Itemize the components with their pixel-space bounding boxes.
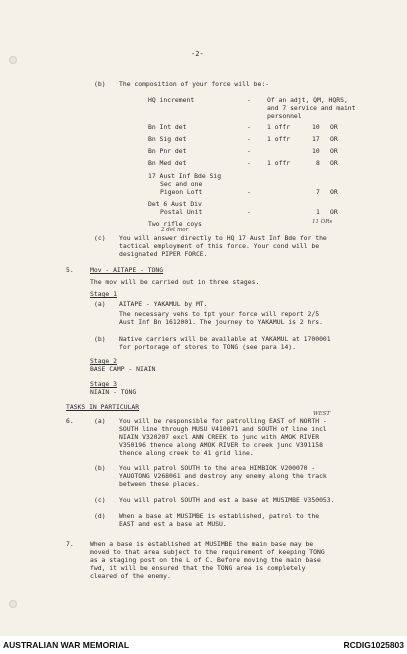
para-7-line: moved to that area subject to the requirement of keeping TONG <box>90 548 325 556</box>
para-c-line: tactical employment of this force. Your cond will be <box>119 242 320 250</box>
unit-dash: - <box>247 208 251 216</box>
para-7-line: fwd, it will be ensured that the TONG area is completely <box>90 564 306 572</box>
unit-name: Bn Med det <box>148 159 187 167</box>
unit-name: Bn Int det <box>148 123 187 131</box>
para-6d-line: EAST and est a base at MUSU. <box>119 520 227 528</box>
archive-footer <box>0 636 407 654</box>
unit-dash: - <box>247 147 251 155</box>
handwritten-note: 11 ORs <box>312 219 333 225</box>
unit-name: HQ increment <box>148 96 195 104</box>
unit-offr: 1 offr <box>267 123 291 131</box>
para-5a-line: The necessary vehs to tpt your force will report 2/5 <box>119 310 320 318</box>
page-number: -2- <box>191 50 204 58</box>
handwritten-note: 2 det mor <box>161 227 189 233</box>
unit-name-cont: Postal Unit <box>160 208 203 216</box>
para-6a-line: You will be responsible for patrolling EAST of NORTH - <box>119 417 327 425</box>
para-5a-label: (a) <box>94 300 106 308</box>
para-7-line: as a staging post on the L of C. Before moving the main base <box>90 556 321 564</box>
para-6-number: 6. <box>66 417 74 425</box>
unit-strength: Of an adjt, QM, HQRS, <box>267 96 348 104</box>
unit-or: OR <box>330 159 338 167</box>
archive-name: AUSTRALIAN WAR MEMORIAL <box>3 640 130 650</box>
para-b-text: The composition of your force will be:- <box>119 80 270 88</box>
stage-2-text: BASE CAMP - NIAIN <box>90 365 156 373</box>
para-6d-label: (d) <box>94 512 106 520</box>
para-6a-line: V350196 thence along AMOK RIVER to creek junc V391158 <box>119 441 323 449</box>
unit-name: 17 Aust Inf Bde Sig <box>148 172 222 180</box>
unit-name-cont: Sec and one <box>160 180 203 188</box>
para-5-heading: Mov - AITAPE - TONG <box>90 266 164 274</box>
para-6c-line: You will patrol SOUTH and est a base at MUSIMBE V350053. <box>119 496 335 504</box>
para-6a-line: thence along creek to 41 grid line. <box>119 449 254 457</box>
unit-num: 1 <box>316 208 320 216</box>
para-5b-line: Native carriers will be available at YAKAMUL at 1700001 <box>119 335 331 343</box>
unit-num: 7 <box>316 188 320 196</box>
unit-name: Two rifle coys <box>148 220 202 228</box>
para-7-number: 7. <box>66 540 74 548</box>
unit-offr: 1 offr <box>267 135 291 143</box>
stage-2-heading: Stage 2 <box>90 357 117 365</box>
para-6a-label: (a) <box>94 417 106 425</box>
stage-1-heading: Stage 1 <box>90 290 117 298</box>
unit-dash: - <box>247 188 251 196</box>
unit-num: 10 <box>312 123 320 131</box>
para-6a-line: SOUTH line through MUSU V410071 and SOUTH of line incl <box>119 425 327 433</box>
para-5-intro: The mov will be carried out in three stages. <box>90 278 260 286</box>
para-5a-text: AITAPE - YAKAMUL by MT. <box>119 300 208 308</box>
para-7-line: When a base is established at MUSIMBE the main base may be <box>90 540 314 548</box>
punch-hole <box>9 600 17 608</box>
para-6b-line: between these places. <box>119 480 200 488</box>
para-6b-label: (b) <box>94 464 106 472</box>
unit-num: 8 <box>316 159 320 167</box>
para-5b-line: for portorage of stores to TONG (see para 14). <box>119 343 296 351</box>
unit-strength-cont: and 7 service and maint <box>267 104 356 112</box>
unit-dash: - <box>247 96 251 104</box>
stage-3-text: NIAIN - TONG <box>90 388 137 396</box>
unit-dash: - <box>247 159 251 167</box>
para-6c-label: (c) <box>94 496 106 504</box>
punch-hole <box>9 56 17 64</box>
para-c-label: (c) <box>94 234 106 242</box>
para-6b-line: YAUOTONG V268061 and destroy any enemy along the track <box>119 472 327 480</box>
handwritten-note: WEST <box>313 411 331 417</box>
para-5b-label: (b) <box>94 335 106 343</box>
para-5a-line: Aust Inf Bn 1612001. The journey to YAKAMUL is 2 hrs. <box>119 318 323 326</box>
stage-3-heading: Stage 3 <box>90 380 117 388</box>
unit-dash: - <box>247 123 251 131</box>
para-c-line: You will answer directly to HQ 17 Aust Inf Bde for the <box>119 234 327 242</box>
unit-name: Det 6 Aust Div <box>148 200 202 208</box>
unit-num: 17 <box>312 135 320 143</box>
unit-name-cont: Pigeon Loft <box>160 188 203 196</box>
unit-or: OR <box>330 208 338 216</box>
unit-name: Bn Sig det <box>148 135 187 143</box>
archive-id: RCDIG1025803 <box>343 640 404 650</box>
unit-num: 10 <box>312 147 320 155</box>
para-c-line: designated PIPER FORCE. <box>119 250 208 258</box>
unit-or: OR <box>330 147 338 155</box>
para-6b-line: You will patrol SOUTH to the area HIMBIOK V200070 - <box>119 464 316 472</box>
para-6d-line: When a base at MUSIMBE is established, patrol to the <box>119 512 320 520</box>
tasks-heading: TASKS IN PARTICULAR <box>66 403 140 411</box>
unit-name: Bn Pnr det <box>148 147 187 155</box>
para-b-label: (b) <box>94 80 106 88</box>
unit-dash: - <box>247 135 251 143</box>
unit-offr: 1 offr <box>267 159 291 167</box>
unit-strength-cont: personnel <box>267 112 302 120</box>
para-7-line: cleared of the enemy. <box>90 572 171 580</box>
para-5-number: 5. <box>66 266 74 274</box>
unit-or: OR <box>330 188 338 196</box>
unit-or: OR <box>330 135 338 143</box>
unit-or: OR <box>330 123 338 131</box>
para-6a-line: NIAIN V320207 excl ANN CREEK to junc with AMOK RIVER <box>119 433 320 441</box>
